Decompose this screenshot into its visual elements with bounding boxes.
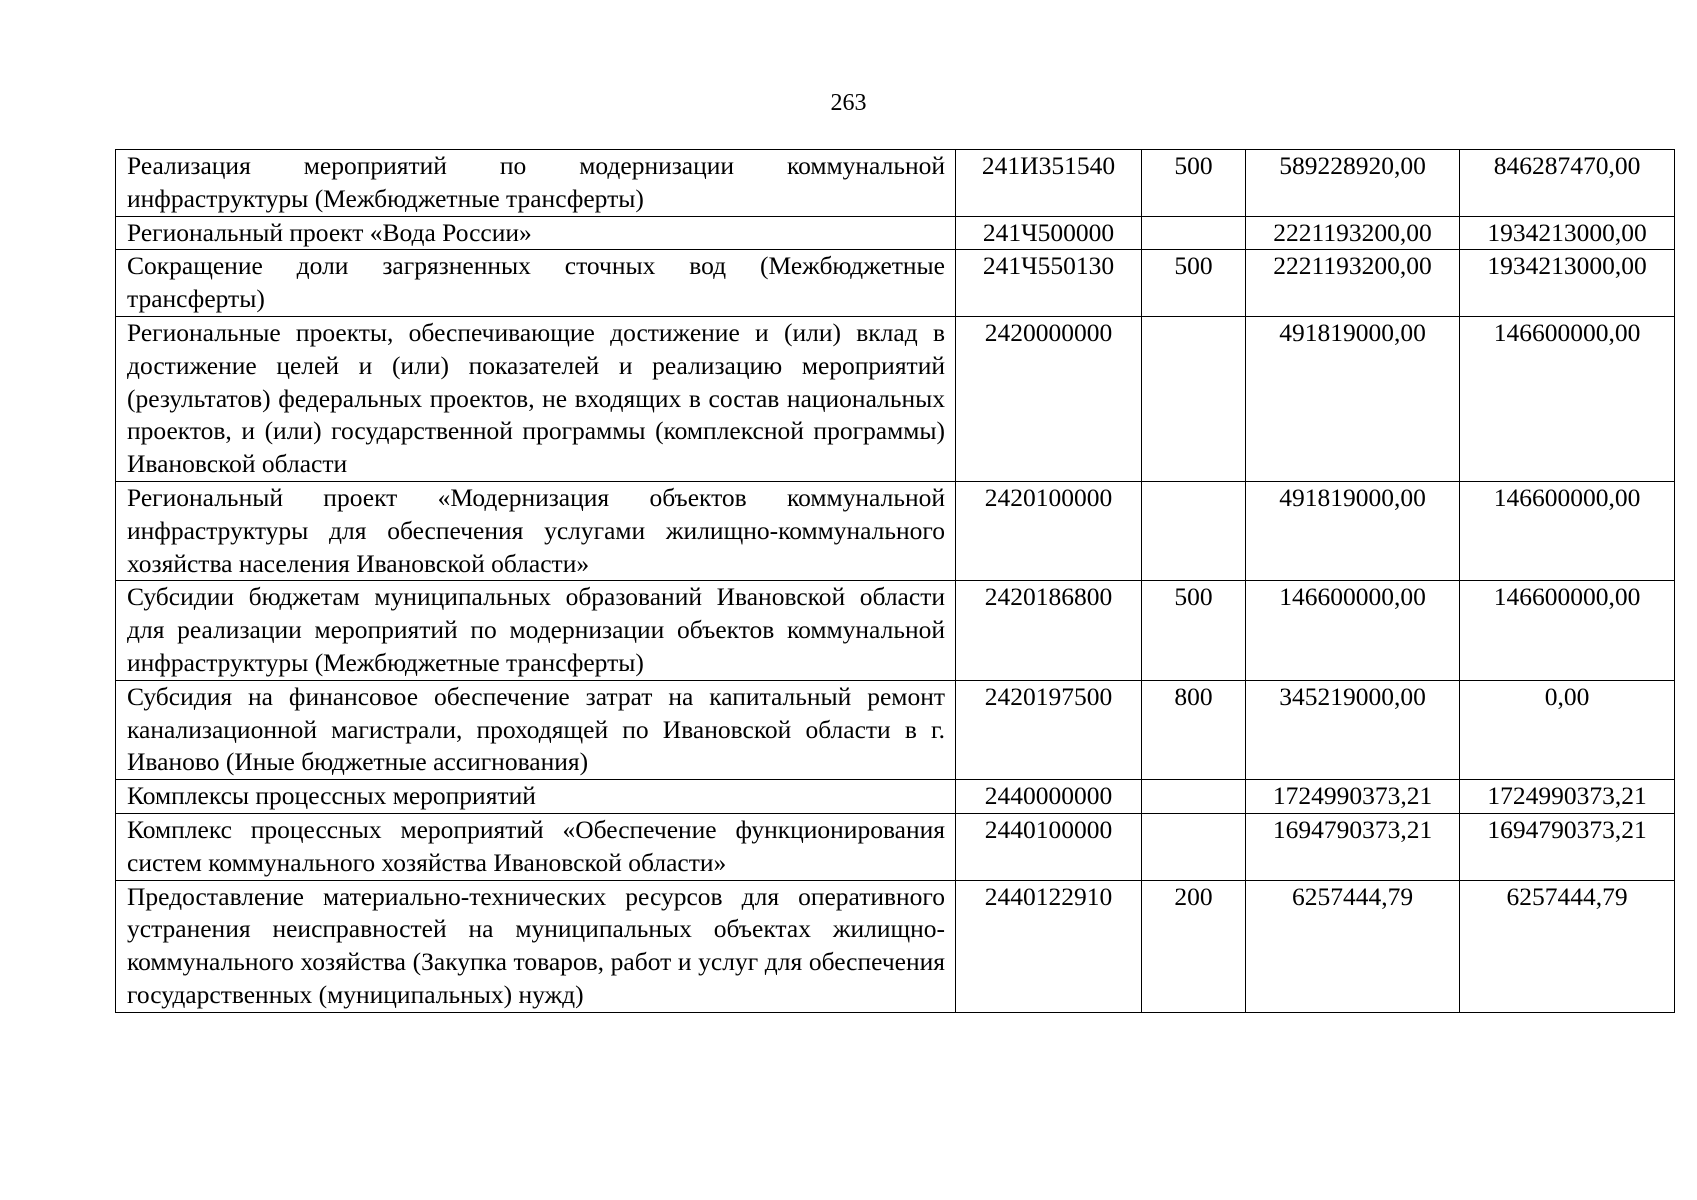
row-amount-2-cell: 1724990373,21 bbox=[1460, 780, 1675, 814]
row-expense-type-cell bbox=[1142, 216, 1246, 250]
row-amount-2-cell: 6257444,79 bbox=[1460, 880, 1675, 1012]
row-amount-1-cell: 345219000,00 bbox=[1246, 680, 1460, 779]
table-row bbox=[116, 250, 1675, 317]
budget-table-body bbox=[116, 150, 1675, 1013]
row-expense-type-cell bbox=[1142, 813, 1246, 880]
row-amount-1-cell: 1724990373,21 bbox=[1246, 780, 1460, 814]
row-expense-type-cell bbox=[1142, 780, 1246, 814]
table-row bbox=[116, 150, 1675, 217]
row-amount-2-cell: 0,00 bbox=[1460, 680, 1675, 779]
row-code-cell: 2420100000 bbox=[956, 481, 1142, 580]
row-amount-1-cell: 491819000,00 bbox=[1246, 316, 1460, 481]
table-row bbox=[116, 581, 1675, 680]
table-row bbox=[116, 880, 1675, 1012]
row-code-cell: 241Ч500000 bbox=[956, 216, 1142, 250]
row-amount-1-cell: 589228920,00 bbox=[1246, 150, 1460, 217]
table-row bbox=[116, 813, 1675, 880]
table-row bbox=[116, 780, 1675, 814]
row-code-cell: 241Ч550130 bbox=[956, 250, 1142, 317]
row-name-cell: Комплексы процессных мероприятий bbox=[116, 780, 956, 814]
row-code-cell: 2420000000 bbox=[956, 316, 1142, 481]
row-code-cell: 2440122910 bbox=[956, 880, 1142, 1012]
row-amount-2-cell: 1694790373,21 bbox=[1460, 813, 1675, 880]
row-name-cell: Сокращение доли загрязненных сточных вод (Межбюджетные трансферты) bbox=[116, 250, 956, 317]
row-amount-1-cell: 146600000,00 bbox=[1246, 581, 1460, 680]
table-row bbox=[116, 216, 1675, 250]
row-amount-2-cell: 146600000,00 bbox=[1460, 316, 1675, 481]
row-amount-2-cell: 1934213000,00 bbox=[1460, 216, 1675, 250]
row-expense-type-cell: 500 bbox=[1142, 581, 1246, 680]
row-amount-1-cell: 6257444,79 bbox=[1246, 880, 1460, 1012]
row-name-cell: Реализация мероприятий по модернизации коммунальной инфраструктуры (Межбюджетные трансферты) bbox=[116, 150, 956, 217]
row-code-cell: 2420186800 bbox=[956, 581, 1142, 680]
table-row bbox=[116, 680, 1675, 779]
row-name-cell: Предоставление материально-технических ресурсов для оперативного устранения неисправностей на муниципальных объектах жилищно-коммунального хозяйства (Закупка товаров, работ и услуг для обеспечения государственных (муниципальных) нужд) bbox=[116, 880, 956, 1012]
table-row bbox=[116, 316, 1675, 481]
row-expense-type-cell: 200 bbox=[1142, 880, 1246, 1012]
row-amount-1-cell: 2221193200,00 bbox=[1246, 216, 1460, 250]
row-amount-2-cell: 146600000,00 bbox=[1460, 481, 1675, 580]
row-name-cell: Комплекс процессных мероприятий «Обеспечение функционирования систем коммунального хозяйства Ивановской области» bbox=[116, 813, 956, 880]
row-amount-2-cell: 1934213000,00 bbox=[1460, 250, 1675, 317]
row-amount-2-cell: 146600000,00 bbox=[1460, 581, 1675, 680]
row-name-cell: Региональные проекты, обеспечивающие достижение и (или) вклад в достижение целей и (или) показателей и реализацию мероприятий (результатов) федеральных проектов, не входящих в состав национальных проектов, и (или) государственной программы (комплексной программы) Ивановской области bbox=[116, 316, 956, 481]
row-name-cell: Субсидия на финансовое обеспечение затрат на капитальный ремонт канализационной магистрали, проходящей по Ивановской области в г. Иваново (Иные бюджетные ассигнования) bbox=[116, 680, 956, 779]
row-name-cell: Региональный проект «Вода России» bbox=[116, 216, 956, 250]
table-row bbox=[116, 481, 1675, 580]
row-name-cell: Региональный проект «Модернизация объектов коммунальной инфраструктуры для обеспечения услугами жилищно-коммунального хозяйства населения Ивановской области» bbox=[116, 481, 956, 580]
row-expense-type-cell bbox=[1142, 316, 1246, 481]
page-number: 263 bbox=[830, 90, 867, 116]
row-amount-2-cell: 846287470,00 bbox=[1460, 150, 1675, 217]
row-expense-type-cell: 800 bbox=[1142, 680, 1246, 779]
row-expense-type-cell: 500 bbox=[1142, 250, 1246, 317]
row-code-cell: 2420197500 bbox=[956, 680, 1142, 779]
row-code-cell: 2440000000 bbox=[956, 780, 1142, 814]
row-amount-1-cell: 491819000,00 bbox=[1246, 481, 1460, 580]
row-code-cell: 2440100000 bbox=[956, 813, 1142, 880]
row-expense-type-cell: 500 bbox=[1142, 150, 1246, 217]
row-name-cell: Субсидии бюджетам муниципальных образований Ивановской области для реализации мероприятий по модернизации объектов коммунальной инфраструктуры (Межбюджетные трансферты) bbox=[116, 581, 956, 680]
row-expense-type-cell bbox=[1142, 481, 1246, 580]
budget-table bbox=[115, 149, 1675, 1013]
row-amount-1-cell: 1694790373,21 bbox=[1246, 813, 1460, 880]
row-amount-1-cell: 2221193200,00 bbox=[1246, 250, 1460, 317]
row-code-cell: 241И351540 bbox=[956, 150, 1142, 217]
